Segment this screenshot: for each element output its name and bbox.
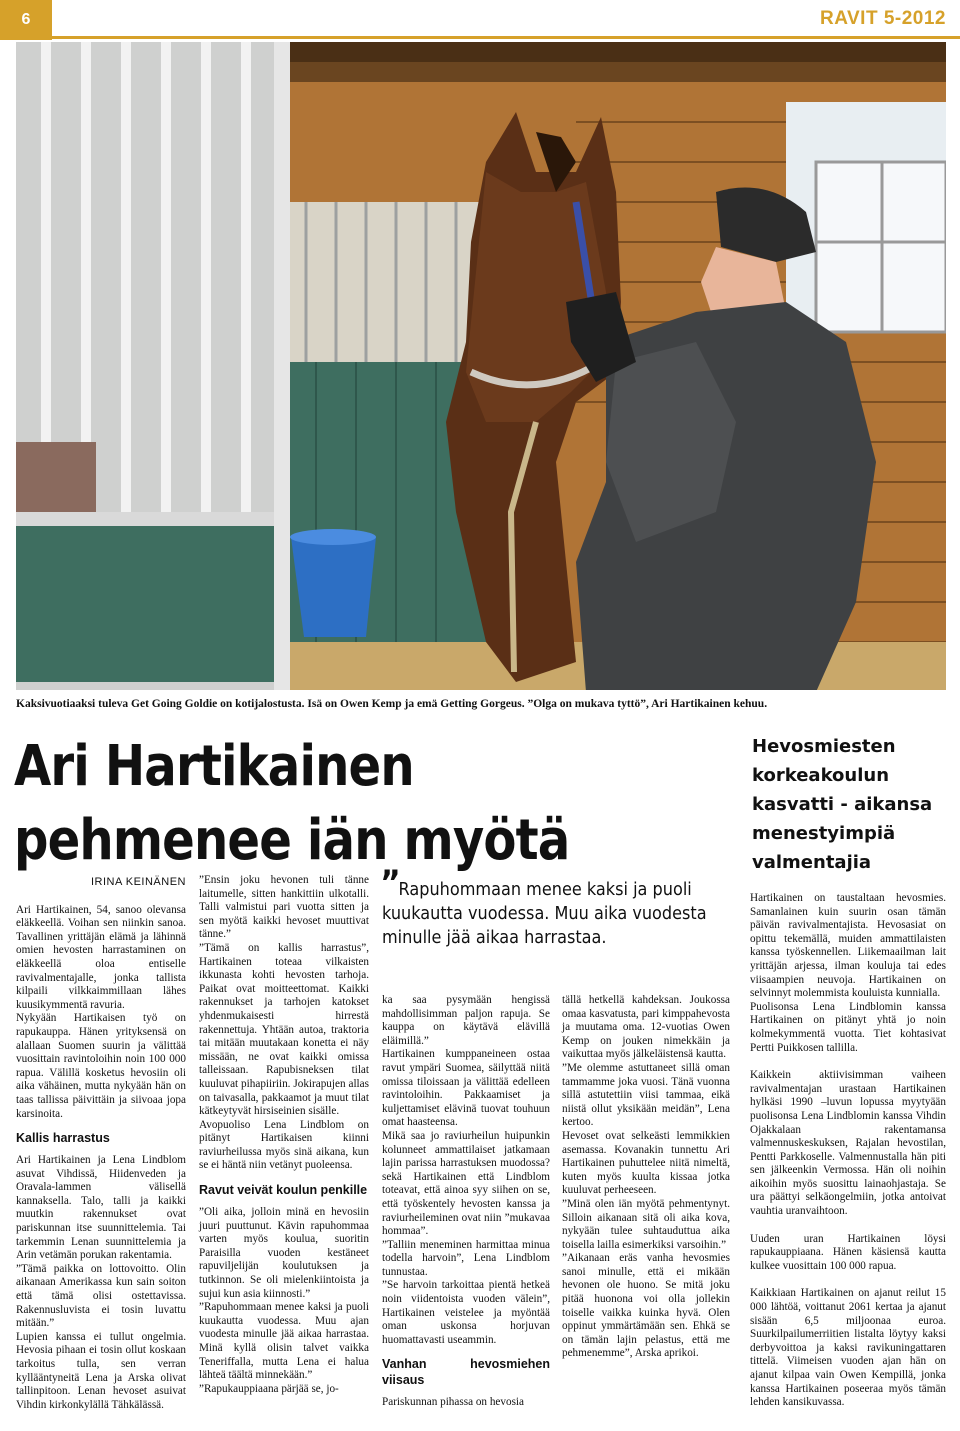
sidebar-title: Hevosmiesten korkeakoulun kasvatti - aikansa menestyimpiä valmentajia — [752, 736, 933, 873]
pull-quote — [380, 863, 713, 950]
paragraph: ”Minä olen iän myötä pehmentynyt. Silloin aikanaan sitä oli aika kova, nykyään tulee suhtauduttua aika toisella lailla esimerkiksi varsoihin.” — [562, 1197, 730, 1251]
paragraph: Lupien kanssa ei tullut ongelmia. Hevosia pihaan ei tosin ollut koskaan tarkoitus tulla, sen verran kyllääntyneitä Lena ja Arska olivat tallinpitoon. Lenan hevoset asuivat Vihdin kirkonkylällä Tähkälässä. — [16, 1330, 186, 1411]
paragraph: ka saa pysymään hengissä mahdollisimman paljon rapuja. Se kauppa on käytävä elävillä eläimillä.” — [382, 994, 550, 1047]
subheading: Kallis harrastus — [16, 1131, 110, 1146]
subheading: Ravut veivät koulun penkille — [199, 1183, 368, 1198]
page-number: 6 — [0, 0, 52, 40]
paragraph: ”Talliin meneminen harmittaa minua todella harvoin”, Lena Lindblom tunnustaa. — [382, 1238, 550, 1278]
paragraph: ”Se harvoin tarkoittaa pientä hetkeä noin viidentoista vuoden välein”, Hartikainen veistelee ja myöntää oman uskonsa horjuvan huomattavasti useammin. — [382, 1279, 550, 1346]
paragraph: ”Rapuhommaan menee kaksi ja puoli kuukautta vuodessa. Muu ajan vuodesta minulle jää aikaa harrastaa. Minä kyllä olisin talvet vaikka Teneriffalla, mutta Lena ei halua lähteä täältä minnekään.” — [199, 1301, 369, 1382]
issue-label: RAVIT 5-2012 — [819, 8, 946, 29]
photo-caption: Kaksivuotiaaksi tuleva Get Going Goldie on kotijalostusta. Isä on Owen Kemp ja emä Getting Gorgeus. ”Olga on mukava tyttö”, Ari Hartikainen kehuu. — [16, 698, 768, 710]
paragraph: Pariskunnan pihassa on hevosia — [382, 1396, 524, 1409]
paragraph: ”Oli aika, jolloin minä en hevosiin juuri puuttunut. Kävin rapuhommaa varten myös koulua, suoritin Paraisilla vuoden kestäneet rapuviljelijän koulutuksen ja tutkinnon. Se oli mielenkiintoista ja sujui kun asia kiinnosti.” — [199, 1206, 369, 1300]
paragraph: ”Rapukauppiaana pärjää se, jo- — [199, 1382, 339, 1395]
paragraph: Kaikkiaan Hartikainen on ajanut reilut 15 000 lähtöä, voittanut 2061 kertaa ja ajanut sisään 6,5 miljoonaa euroa. Suurkilpailumerriitien listalta löytyy kaksi derbyvoittoa ja kaksi ravikuningattaren tittelä. Viimeisen vuoden ajan hän on ajanut kilpaa vain Owen Kempillä, jonka kanssa Hartikainen poseeraa myös tämän lehden kansikuvassa. — [750, 1287, 946, 1409]
byline: IRINA KEINÄNEN — [90, 876, 186, 888]
paragraph: ”Me olemme astuttaneet sillä oman tammamme joka vuosi. Tänä vuonna sillä astutettiin viisi tammaa, eikä niistä ollut yksikään meidän”, Lena kertoo. — [562, 1061, 730, 1129]
paragraph: Hartikainen kumppaneineen ostaa ravut ympäri Suomea, säilyttää niitä omissa tiloissaan ja välittää edelleen ravintoloihin. Pakkaamiset ja kuljettamiset elävinä tuovat touhuun omat haasteensa. — [382, 1048, 550, 1129]
stable-photo — [16, 42, 946, 690]
subheading: Vanhan hevosmiehen viisaus — [382, 1357, 550, 1388]
paragraph: Uuden uran Hartikainen löysi rapukauppiaana. Hänen käsiensä kautta kulkee vuosittain 100 000 rapua. — [750, 1232, 946, 1272]
paragraph: Kaikkein aktiivisimman vaiheen ravivalmentajan urastaan Hartikainen hylkäsi 1990 –luvun lopussa myytyään puolisonsa Lena Lindblomin kanssa Vihdin Ojakkalaan rakentamansa valmennuskeskuksen, Rajalan hevostilan, Pentti Parkkoselle. Valmennustalla hän piti sen jälkeenkin Vermossa. Hän oli noihin aikoihin myös suosittu lainaohjastaja. Se ura päättyi selkäongelmiin, jotka antoivat vauhtia uranvaihtoon. — [750, 1069, 946, 1218]
article-column-4 — [562, 994, 730, 1361]
sidebar-column — [750, 892, 946, 1410]
paragraph: ”Ensin joku hevonen tuli tänne laitumelle, sitten hankittiin ulkotalli. Talli valmistui pari vuotta sitten ja sen myötä kaikki hevoset muuttivat tänne.” — [199, 874, 369, 941]
page-header — [0, 0, 960, 40]
paragraph: Ari Hartikainen, 54, sanoo olevansa eläkkeellä. Voihan sen niinkin sanoa. Tavallinen yrittäjän elämä ja lähinnä omien hevosten harrastaminen on eläkkeellä oloa entiselle ravivalmentajalle, jonka tallista kilpaili vilkkaimmillaan lähes kuusikymmentä ravuria. — [16, 903, 186, 1011]
paragraph: Puolisonsa Lena Lindblomin kanssa Hartikainen on pitänyt yhtä jo noin kolmekymmentä vuotta. Tiet kohtasivat Pertti Puikkosen tallilla. — [750, 1000, 946, 1054]
pull-quote-text: Rapuhommaan menee kaksi ja puoli kuukautta vuodessa. Muu aika vuodesta minulle jää aikaa harrastaa. — [382, 880, 707, 948]
paragraph: tällä hetkellä kahdeksan. Joukossa omaa kasvatusta, pari kimppahevosta ja muutama oma. 12-vuotias Owen Kemp on jouken nimekkäin ja vaikuttaa myös jälkeläistensä kautta. — [562, 994, 730, 1061]
article-column-3 — [382, 994, 550, 1410]
paragraph: Ari Hartikainen ja Lena Lindblom asuvat Vihdissä, Hiidenveden ja Oravala-lammen välisellä kannaksella. Talo, talli ja kaikki muutkin rakennukset ovat pariskunnan itse suunnittelemia. Tai tarkemmin Lenan suunnittelemia ja Arin vetämän porukan rakentamia. — [16, 1154, 186, 1262]
paragraph: Hartikainen on taustaltaan hevosmies. Samanlainen kuin suurin osan tämän päivän ravivalmentajista. Hevosasiat on opittu tekemällä, muiden ammattilaisten kanssa työskennellen. Liikemaailman lait yrittäjän arjessa, ilman kouluja tai edes viisaampien neuvoja. Hartikainen on selvinnyt molemmista kouluista kunnialla. — [750, 892, 946, 1000]
header-rule — [52, 36, 960, 39]
quote-mark: ” — [380, 863, 401, 903]
paragraph: ”Tämä paikka on lottovoitto. Olin aikanaan Amerikassa kun sain soiton että tämä olisi ostettavissa. Rakennusluvista ei tosin luvattu mitään.” — [16, 1262, 186, 1330]
paragraph: ”Tämä on kallis harrastus”, Hartikainen toteaa vilkaisten ikkunasta kohti hevosten tarhoja. Paikat ovat moitteettomat. Kaikki rakennukset ja tarhojen katokset yhdenmukaisesti hirrestä rakennettuja. Yhtään autoa, traktoria tai mitään muutakaan konetta ei näy missään, ne ovat kaikki omissa talleissaan. Rapubisneksen tilat kuuluvat pihapiiriin. Jokirapujen allas on taivasalla, pakkaamot ja muut tilat kätkeytyvät hirsiseinien sisälle. — [199, 941, 369, 1118]
headline-line-1: Ari Hartikainen — [14, 734, 414, 799]
paragraph: Avopuoliso Lena Lindblom on pitänyt Hartikaisen kiinni raviurheilussa myös sinä aikana, kun se ei häntä niin vetänyt puoleensa. — [199, 1118, 369, 1172]
paragraph: Hevoset ovat selkeästi lemmikkien asemassa. Kovanakin tunnettu Ari Hartikainen puhuttelee niitä nimeltä, kuten myös kuulta kissaa jotka kuuluvat perheeseen. — [562, 1129, 730, 1197]
headline-line-2: pehmenee iän myötä — [14, 808, 570, 873]
paragraph: ”Aikanaan eräs vanha hevosmies sanoi minulle, että ei mikään hevonen ole huono. Se mitä joku pitää huonona voi olla jollekin toiselle vaikka kuinka hyvä. Olen oppinut ymmärtämään sen. Ehkä se on tämän lajin pelastus, että me pehmenemme”, Arska aprikoi. — [562, 1252, 730, 1360]
article-column-1 — [16, 876, 186, 1412]
article-headline — [14, 730, 633, 878]
paragraph: Nykyään Hartikaisen työ on rapukauppa. Hänen yrityksensä on alallaan Suomen suurin ja välittää vuosittain ravintoloihin noin 100 000 rapua. Välillä kosketus hevosiin oli aika vähäinen, mutta nykyään hän on taas tallissa päivittäin ja siivoaa jopa karsinoita. — [16, 1012, 186, 1120]
article-column-2 — [199, 874, 369, 1396]
paragraph: Mikä saa jo raviurheilun huipunkin kolunneet ammattilaiset jatkamaan lajin parissa harrastuksen muodossa? sekä Hartikainen että Lindblom toteavat, että ainoa syy siihen on se, että työskentely hevosten kanssa ja raviurheileminen ovat niin ”mukavaa hommaa”. — [382, 1129, 550, 1238]
